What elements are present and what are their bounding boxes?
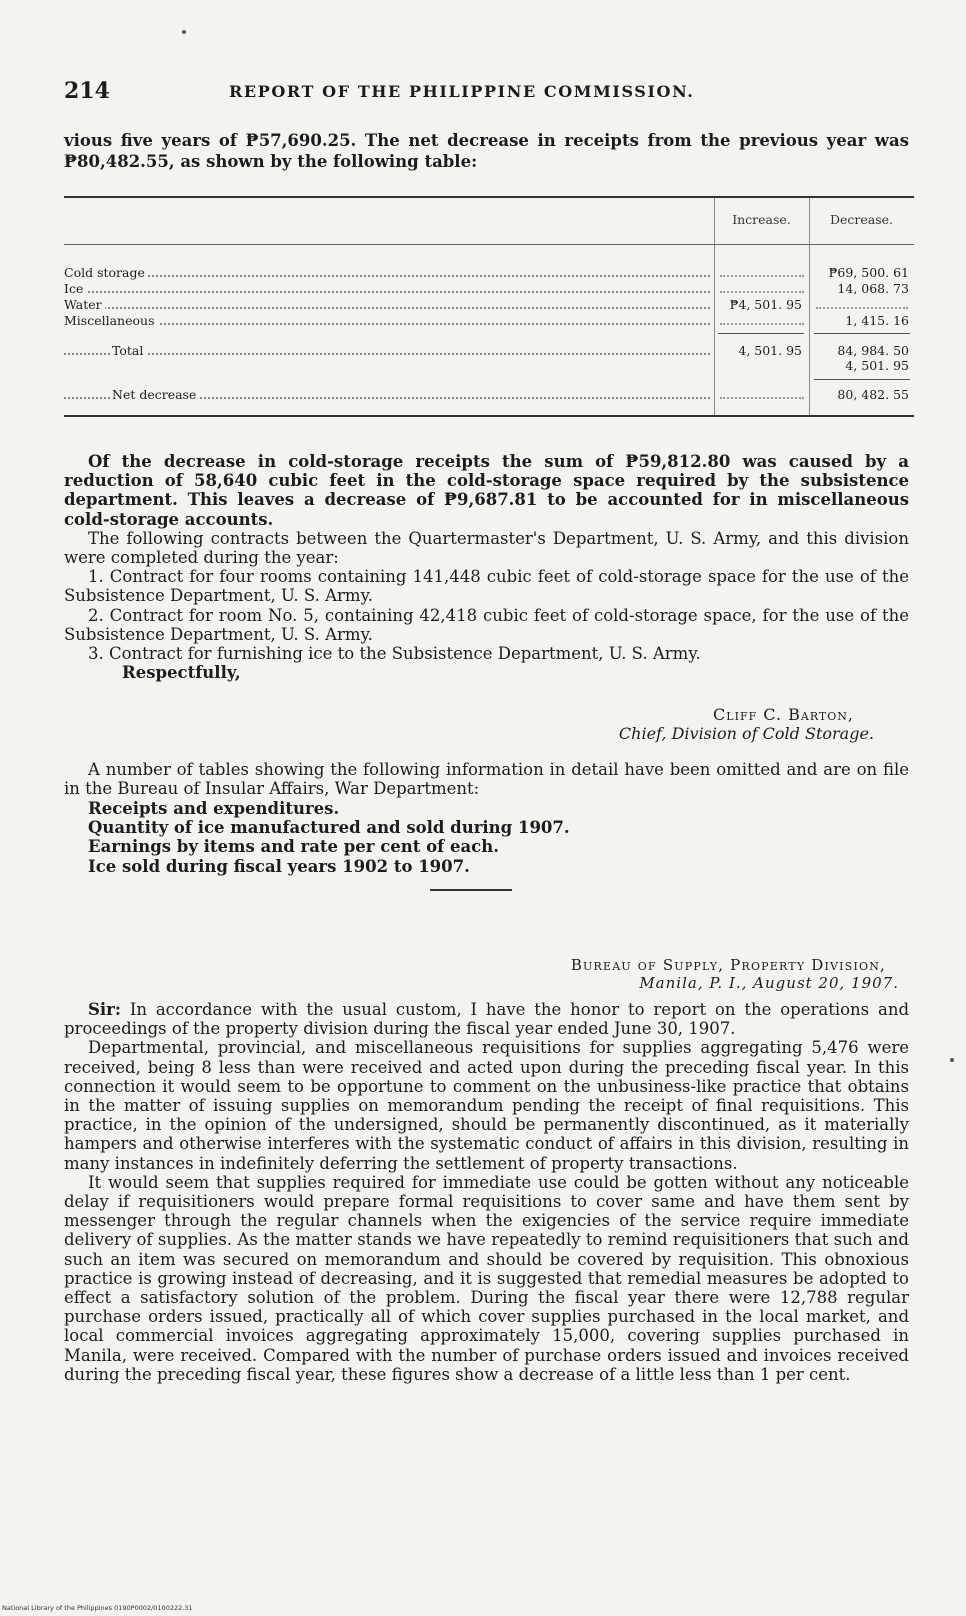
table-net-row [64, 387, 914, 403]
table-total-row [64, 343, 914, 359]
scan-speck [950, 1058, 954, 1062]
row-increase: ₱4, 501. 95 [729, 297, 802, 312]
omitted-tables-list [88, 799, 908, 876]
section-divider [430, 889, 512, 891]
paragraph: A number of tables showing the following information in detail have been omitted and are on file in the Bureau of Insular Affairs, War Department: [64, 760, 909, 799]
signature-block [64, 705, 909, 743]
net-decrease: 80, 482. 55 [837, 387, 909, 402]
signatory-title: Chief, Division of Cold Storage. [618, 724, 874, 743]
page-number: 214 [64, 78, 110, 104]
table-row [64, 297, 914, 313]
paragraph: It would seem that supplies required for immediate use could be gotten without any noticeable delay if requisitioners would prepare formal requisitions to cover same and have them sent by messenger through the regular channels when the exigencies of the service require immediate delivery of supplies. As the matter stands we have repeatedly to remind requisitioners that such and such an item was secured on memorandum and should be covered by requisition. This obnoxious practice is growing instead of decreasing, and it is suggested that remedial measures be adopted to effect a satisfactory solution of the problem. During the fiscal year there were 12,788 regular purchase orders issued, practically all of which cover supplies purchased in the local market, and local commercial invoices aggregating approximately 15,000, covering supplies purchased in Manila, were received. Compared with the number of purchase orders issued and invoices received during the preceding fiscal year, these figures show a decrease of a little less than 1 per cent. [64, 1172, 909, 1384]
intro-text: vious five years of ₱57,690.25. The net decrease in receipts from the previous year was ₱80,482.55, as shown by the following table: [64, 131, 909, 171]
scan-credit: National Library of the Philippines 0190P0002/0100222.31 [2, 1604, 193, 1612]
table-row [64, 313, 914, 329]
row-label: Water [64, 297, 105, 313]
net-label: Net decrease [112, 387, 199, 403]
letter-place-date: Manila, P. I., August 20, 1907. [639, 974, 899, 992]
row-decrease: 14, 068. 73 [837, 281, 909, 296]
paragraph: The following contracts between the Quartermaster's Department, U. S. Army, and this division were completed during the year: [64, 528, 909, 568]
list-item: Receipts and expenditures. [88, 799, 340, 818]
row-decrease: ₱69, 500. 61 [828, 265, 909, 280]
signatory-name: Cliff C. Barton, [713, 705, 854, 724]
header-title: REPORT OF THE PHILIPPINE COMMISSION. [229, 82, 695, 101]
running-head [64, 78, 904, 108]
total-decrease: 84, 984. 50 [837, 343, 909, 358]
paragraph: Departmental, provincial, and miscellaneous requisitions for supplies aggregating 5,476 were received, being 8 less than were received and acted upon during the preceding fiscal year. In this connection it would seem to be opportune to comment on the unbusiness-like practice that obtains in the matter of issuing supplies on memorandum pending the receipt of final requisitions. This practice, in the opinion of the undersigned, should be permanently discontinued, as it materially hampers and otherwise interferes with the systematic conduct of affairs in this division, resulting in many instances in indefinitely deferring the settlement of property transactions. [64, 1038, 909, 1173]
total-label: Total [112, 343, 146, 359]
receipts-table [64, 196, 914, 417]
closing: Respectfully, [122, 663, 241, 683]
row-decrease: 1, 415. 16 [845, 313, 909, 328]
list-item: 3. Contract for furnishing ice to the Subsistence Department, U. S. Army. [88, 644, 701, 664]
letter-organization: Bureau of Supply, Property Division, [570, 956, 886, 974]
omitted-tables-paragraph [64, 760, 909, 798]
letter-dateline [64, 956, 904, 992]
row-label: Ice [64, 281, 86, 297]
total-increase: 4, 501. 95 [738, 343, 802, 358]
paragraph-text: In accordance with the usual custom, I have the honor to report on the operations and proceedings of the property division during the fiscal year ended June 30, 1907. [64, 1000, 910, 1039]
table-header [64, 198, 914, 245]
list-item: Earnings by items and rate per cent of each. [88, 837, 499, 857]
table-row [64, 281, 914, 297]
list-item: Quantity of ice manufactured and sold during 1907. [88, 818, 570, 838]
paragraph: Of the decrease in cold-storage receipts the sum of ₱59,812.80 was caused by a reduction of 58,640 cubic feet in the cold-storage space required by the subsistence department. This leaves a decrease of ₱9,687.81 to be accounted for in miscellaneous cold-storage accounts. [64, 452, 909, 529]
table-row [64, 265, 914, 281]
property-division-report [64, 1000, 909, 1384]
table-less-row [64, 358, 914, 374]
table-body [64, 245, 914, 417]
row-label: Miscellaneous [64, 313, 158, 329]
list-item: 1. Contract for four rooms containing 141,448 cubic feet of cold-storage space for the use of the Subsistence Department, U. S. Army. [64, 567, 909, 606]
salutation: Sir: [88, 1000, 121, 1019]
row-label: Cold storage [64, 265, 148, 281]
cold-storage-paragraphs [64, 452, 909, 682]
total-less-increase: 4, 501. 95 [845, 358, 909, 373]
column-header-decrease: Decrease. [829, 212, 894, 227]
paragraph [64, 1000, 909, 1038]
scan-speck [182, 30, 186, 34]
list-item: 2. Contract for room No. 5, containing 42,418 cubic feet of cold-storage space, for the use of the Subsistence Department, U. S. Army. [64, 605, 909, 644]
intro-paragraph [64, 130, 909, 172]
column-header-increase: Increase. [732, 212, 791, 227]
list-item: Ice sold during fiscal years 1902 to 1907. [88, 856, 470, 876]
